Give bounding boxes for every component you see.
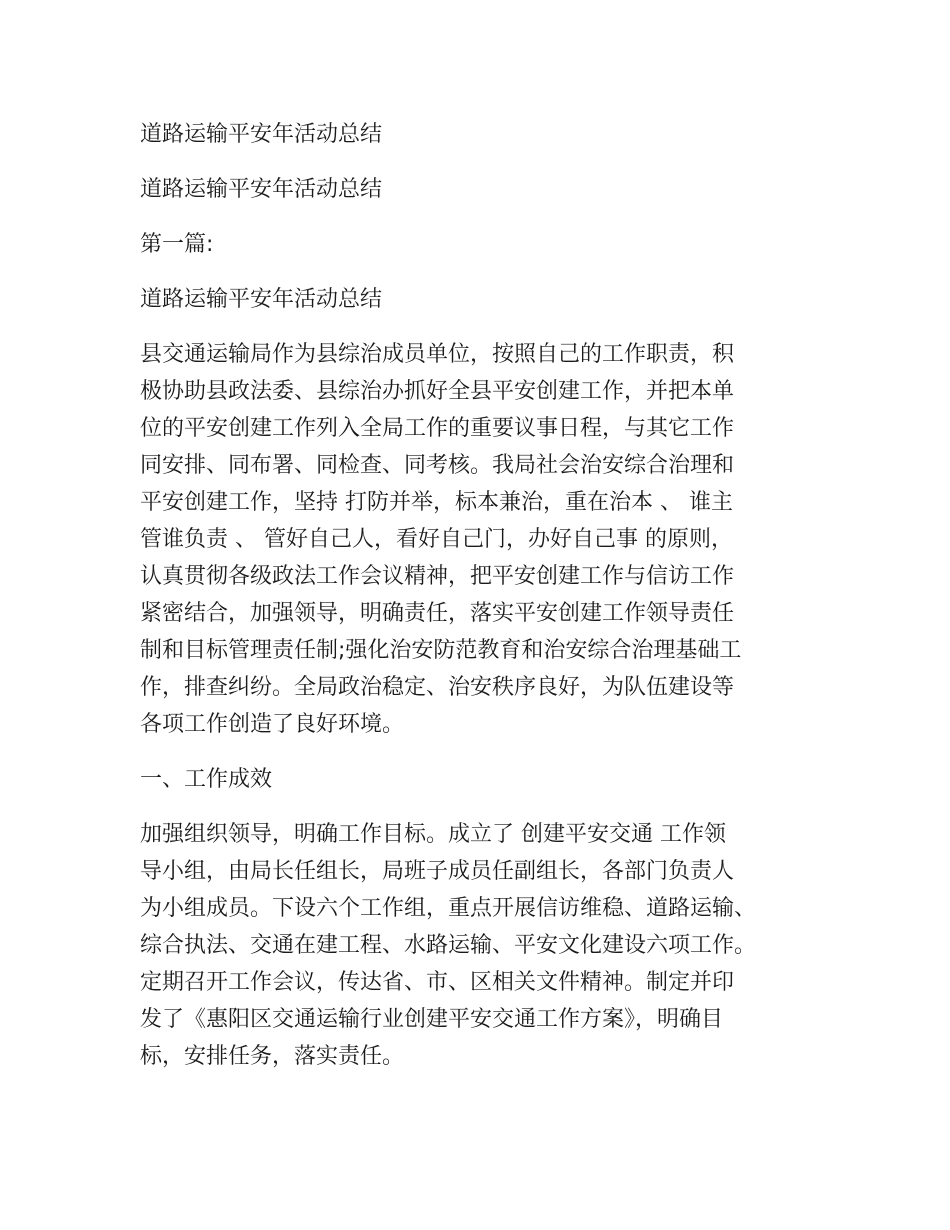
paragraph-line: 位的平安创建工作列入全局工作的重要议事日程，与其它工作 [140, 416, 735, 441]
document-subtitle: 道路运输平安年活动总结 [140, 177, 383, 202]
section-title: 道路运输平安年活动总结 [140, 287, 383, 312]
paragraph-line: 发了《惠阳区交通运输行业创建平安交通工作方案》，明确目 [140, 1007, 724, 1032]
paragraph-line: 作，排查纠纷。全局政治稳定、治安秩序良好，为队伍建设等 [140, 675, 735, 700]
paragraph-line: 标，安排任务，落实责任。 [140, 1044, 405, 1069]
paragraph-line: 同安排、同布署、同检查、同考核。我局社会治安综合治理和 [140, 453, 735, 478]
paragraph-line: 极协助县政法委、县综治办抓好全县平安创建工作，并把本单 [140, 379, 735, 404]
paragraph-line: 管谁负责 、 管好自己人，看好自己门，办好自己事 的原则， [140, 527, 733, 552]
document-title: 道路运输平安年活动总结 [140, 122, 383, 147]
body-paragraph-2 [140, 816, 820, 1075]
paragraph-line: 为小组成员。下设六个工作组，重点开展信访维稳、道路运输、 [140, 896, 757, 921]
paragraph-line: 平安创建工作，坚持 打防并举，标本兼治，重在治本 、 谁主 [140, 490, 733, 515]
paragraph-line: 综合执法、交通在建工程、水路运输、平安文化建设六项工作。 [140, 933, 757, 958]
paragraph-line: 县交通运输局作为县综治成员单位，按照自己的工作职责，积 [140, 342, 735, 367]
paragraph-line: 各项工作创造了良好环境。 [140, 712, 405, 737]
paragraph-line: 制和目标管理责任制;强化治安防范教育和治安综合治理基础工 [140, 638, 742, 663]
body-paragraph-1 [140, 336, 820, 743]
paragraph-line: 认真贯彻各级政法工作会议精神，把平安创建工作与信访工作 [140, 564, 735, 589]
section-heading: 一、工作成效 [140, 767, 273, 792]
document-body [140, 116, 820, 1093]
paragraph-line: 定期召开工作会议，传达省、市、区相关文件精神。制定并印 [140, 970, 735, 995]
section-label: 第一篇: [140, 232, 214, 257]
paragraph-line: 紧密结合，加强领导，明确责任，落实平安创建工作领导责任 [140, 601, 735, 626]
paragraph-line: 加强组织领导，明确工作目标。成立了 创建平安交通 工作领 [140, 822, 726, 847]
paragraph-line: 导小组，由局长任组长，局班子成员任副组长，各部门负责人 [140, 859, 735, 884]
